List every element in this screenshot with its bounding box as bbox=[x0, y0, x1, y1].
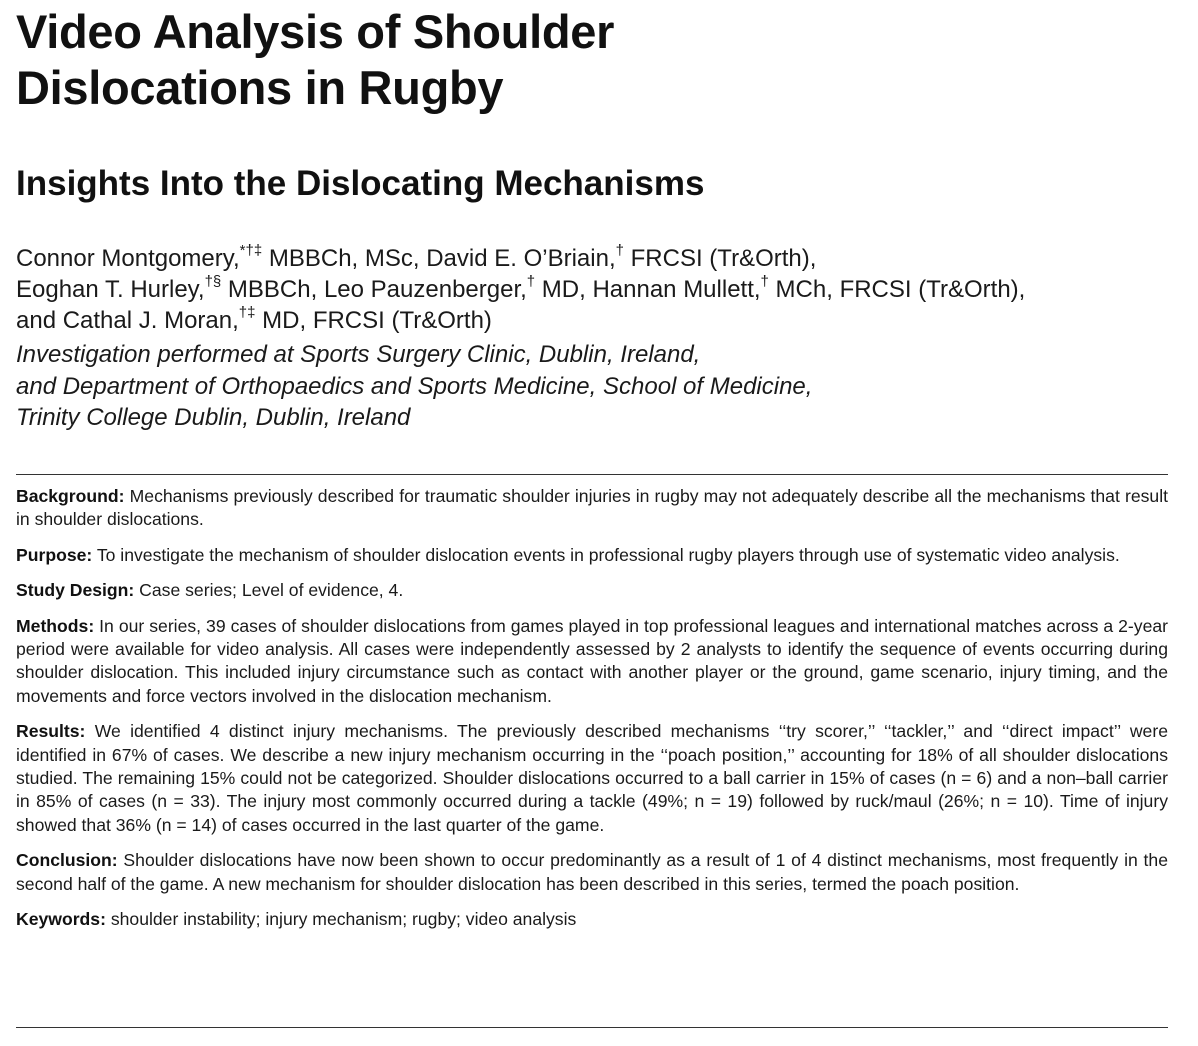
article-title-line-2: Dislocations in Rugby bbox=[16, 61, 504, 114]
author-degrees: MCh, FRCSI (Tr&Orth), bbox=[768, 276, 1026, 303]
author-affiliation-marks: †‡ bbox=[238, 304, 256, 321]
section-label: Purpose: bbox=[16, 544, 93, 565]
section-text: shoulder instability; injury mechanism; rugby; video analysis bbox=[105, 909, 577, 930]
section-label: Results: bbox=[16, 721, 86, 742]
abstract-top-divider bbox=[16, 474, 1168, 475]
abstract bbox=[16, 485, 1168, 944]
author-name: Connor Montgomery, bbox=[16, 245, 240, 272]
author-name: David E. O’Briain, bbox=[426, 245, 616, 272]
section-label: Keywords: bbox=[16, 909, 106, 930]
author-affiliation-marks: † bbox=[615, 242, 624, 259]
section-label: Methods: bbox=[16, 615, 95, 636]
author-name: and Cathal J. Moran, bbox=[16, 307, 239, 334]
author-name: Hannan Mullett, bbox=[592, 276, 761, 303]
section-label: Conclusion: bbox=[16, 850, 118, 871]
abstract-keywords bbox=[16, 908, 1168, 931]
section-text: Shoulder dislocations have now been shown to occur predominantly as a result of 1 of 4 distinct mechanisms, most frequently in the second half of the game. A new mechanism for shoulder dislocation has been described in this series, termed the poach position. bbox=[16, 850, 1168, 894]
section-text: Case series; Level of evidence, 4. bbox=[134, 580, 404, 601]
author-affiliation-marks: †§ bbox=[204, 273, 222, 290]
section-text: To investigate the mechanism of shoulder dislocation events in professional rugby players through use of systematic video analysis. bbox=[92, 544, 1120, 565]
abstract-conclusion bbox=[16, 849, 1168, 896]
author-name: Eoghan T. Hurley, bbox=[16, 276, 205, 303]
affiliation-line: and Department of Orthopaedics and Sports Medicine, School of Medicine, bbox=[16, 372, 813, 400]
institution-affiliation bbox=[16, 339, 812, 434]
author-line-3 bbox=[16, 305, 1025, 336]
abstract-methods bbox=[16, 615, 1168, 709]
affiliation-line: Investigation performed at Sports Surgery Clinic, Dublin, Ireland, bbox=[16, 341, 701, 368]
affiliation-line: Trinity College Dublin, Dublin, Ireland bbox=[16, 404, 411, 431]
abstract-purpose bbox=[16, 544, 1168, 567]
author-affiliation-marks: † bbox=[526, 273, 536, 290]
section-label: Background: bbox=[16, 486, 125, 506]
author-affiliation-marks: *†‡ bbox=[239, 242, 263, 259]
abstract-bottom-divider bbox=[16, 1027, 1168, 1028]
author-degrees: MD, FRCSI (Tr&Orth) bbox=[255, 307, 492, 334]
author-line-2 bbox=[16, 274, 1025, 305]
section-text: Mechanisms previously described for traumatic shoulder injuries in rugby may not adequately describe all the mechanisms that result in shoulder dislocations. bbox=[16, 486, 1168, 530]
author-degrees: MD, bbox=[535, 276, 593, 303]
author-affiliation-marks: † bbox=[760, 273, 769, 290]
author-degrees: FRCSI (Tr&Orth), bbox=[623, 245, 817, 272]
abstract-background bbox=[16, 485, 1168, 532]
article-title-line-1: Video Analysis of Shoulder bbox=[16, 5, 615, 58]
author-name: Leo Pauzenberger, bbox=[323, 276, 527, 303]
author-line-1 bbox=[16, 243, 1025, 274]
abstract-study-design bbox=[16, 579, 1168, 602]
section-label: Study Design: bbox=[16, 580, 135, 601]
author-degrees: MBBCh, bbox=[221, 276, 324, 303]
article-title bbox=[16, 4, 614, 116]
author-list bbox=[16, 243, 1025, 336]
author-degrees: MBBCh, MSc, bbox=[262, 245, 427, 272]
section-text: We identified 4 distinct injury mechanisms. The previously described mechanisms ‘‘try scorer,’’ ‘‘tackler,’’ and ‘‘direct impact’’ were identified in 67% of cases. We describe a new injury mechanism occurring in the ‘‘poach position,’’ accounting for 18% of all shoulder dislocations studied. The remaining 15% could not be categorized. Shoulder dislocations occurred to a ball carrier in 15% of cases (n = 6) and a non–ball carrier in 85% of cases (n = 33). The injury most commonly occurred during a tackle (49%; n = 19) followed by ruck/maul (26%; n = 10). Time of injury showed that 36% (n = 14) of cases occurred in the last quarter of the game. bbox=[16, 721, 1168, 835]
abstract-results bbox=[16, 720, 1168, 837]
article-subtitle: Insights Into the Dislocating Mechanisms bbox=[16, 164, 705, 203]
section-text: In our series, 39 cases of shoulder dislocations from games played in top professional leagues and international matches across a 2-year period were available for video analysis. All cases were independently assessed by 2 analysts to identify the sequence of events occurring during shoulder dislocation. This included injury circumstance such as contact with another player or the ground, game scenario, injury timing, and the movements and force vectors involved in the dislocation mechanism. bbox=[16, 615, 1168, 706]
